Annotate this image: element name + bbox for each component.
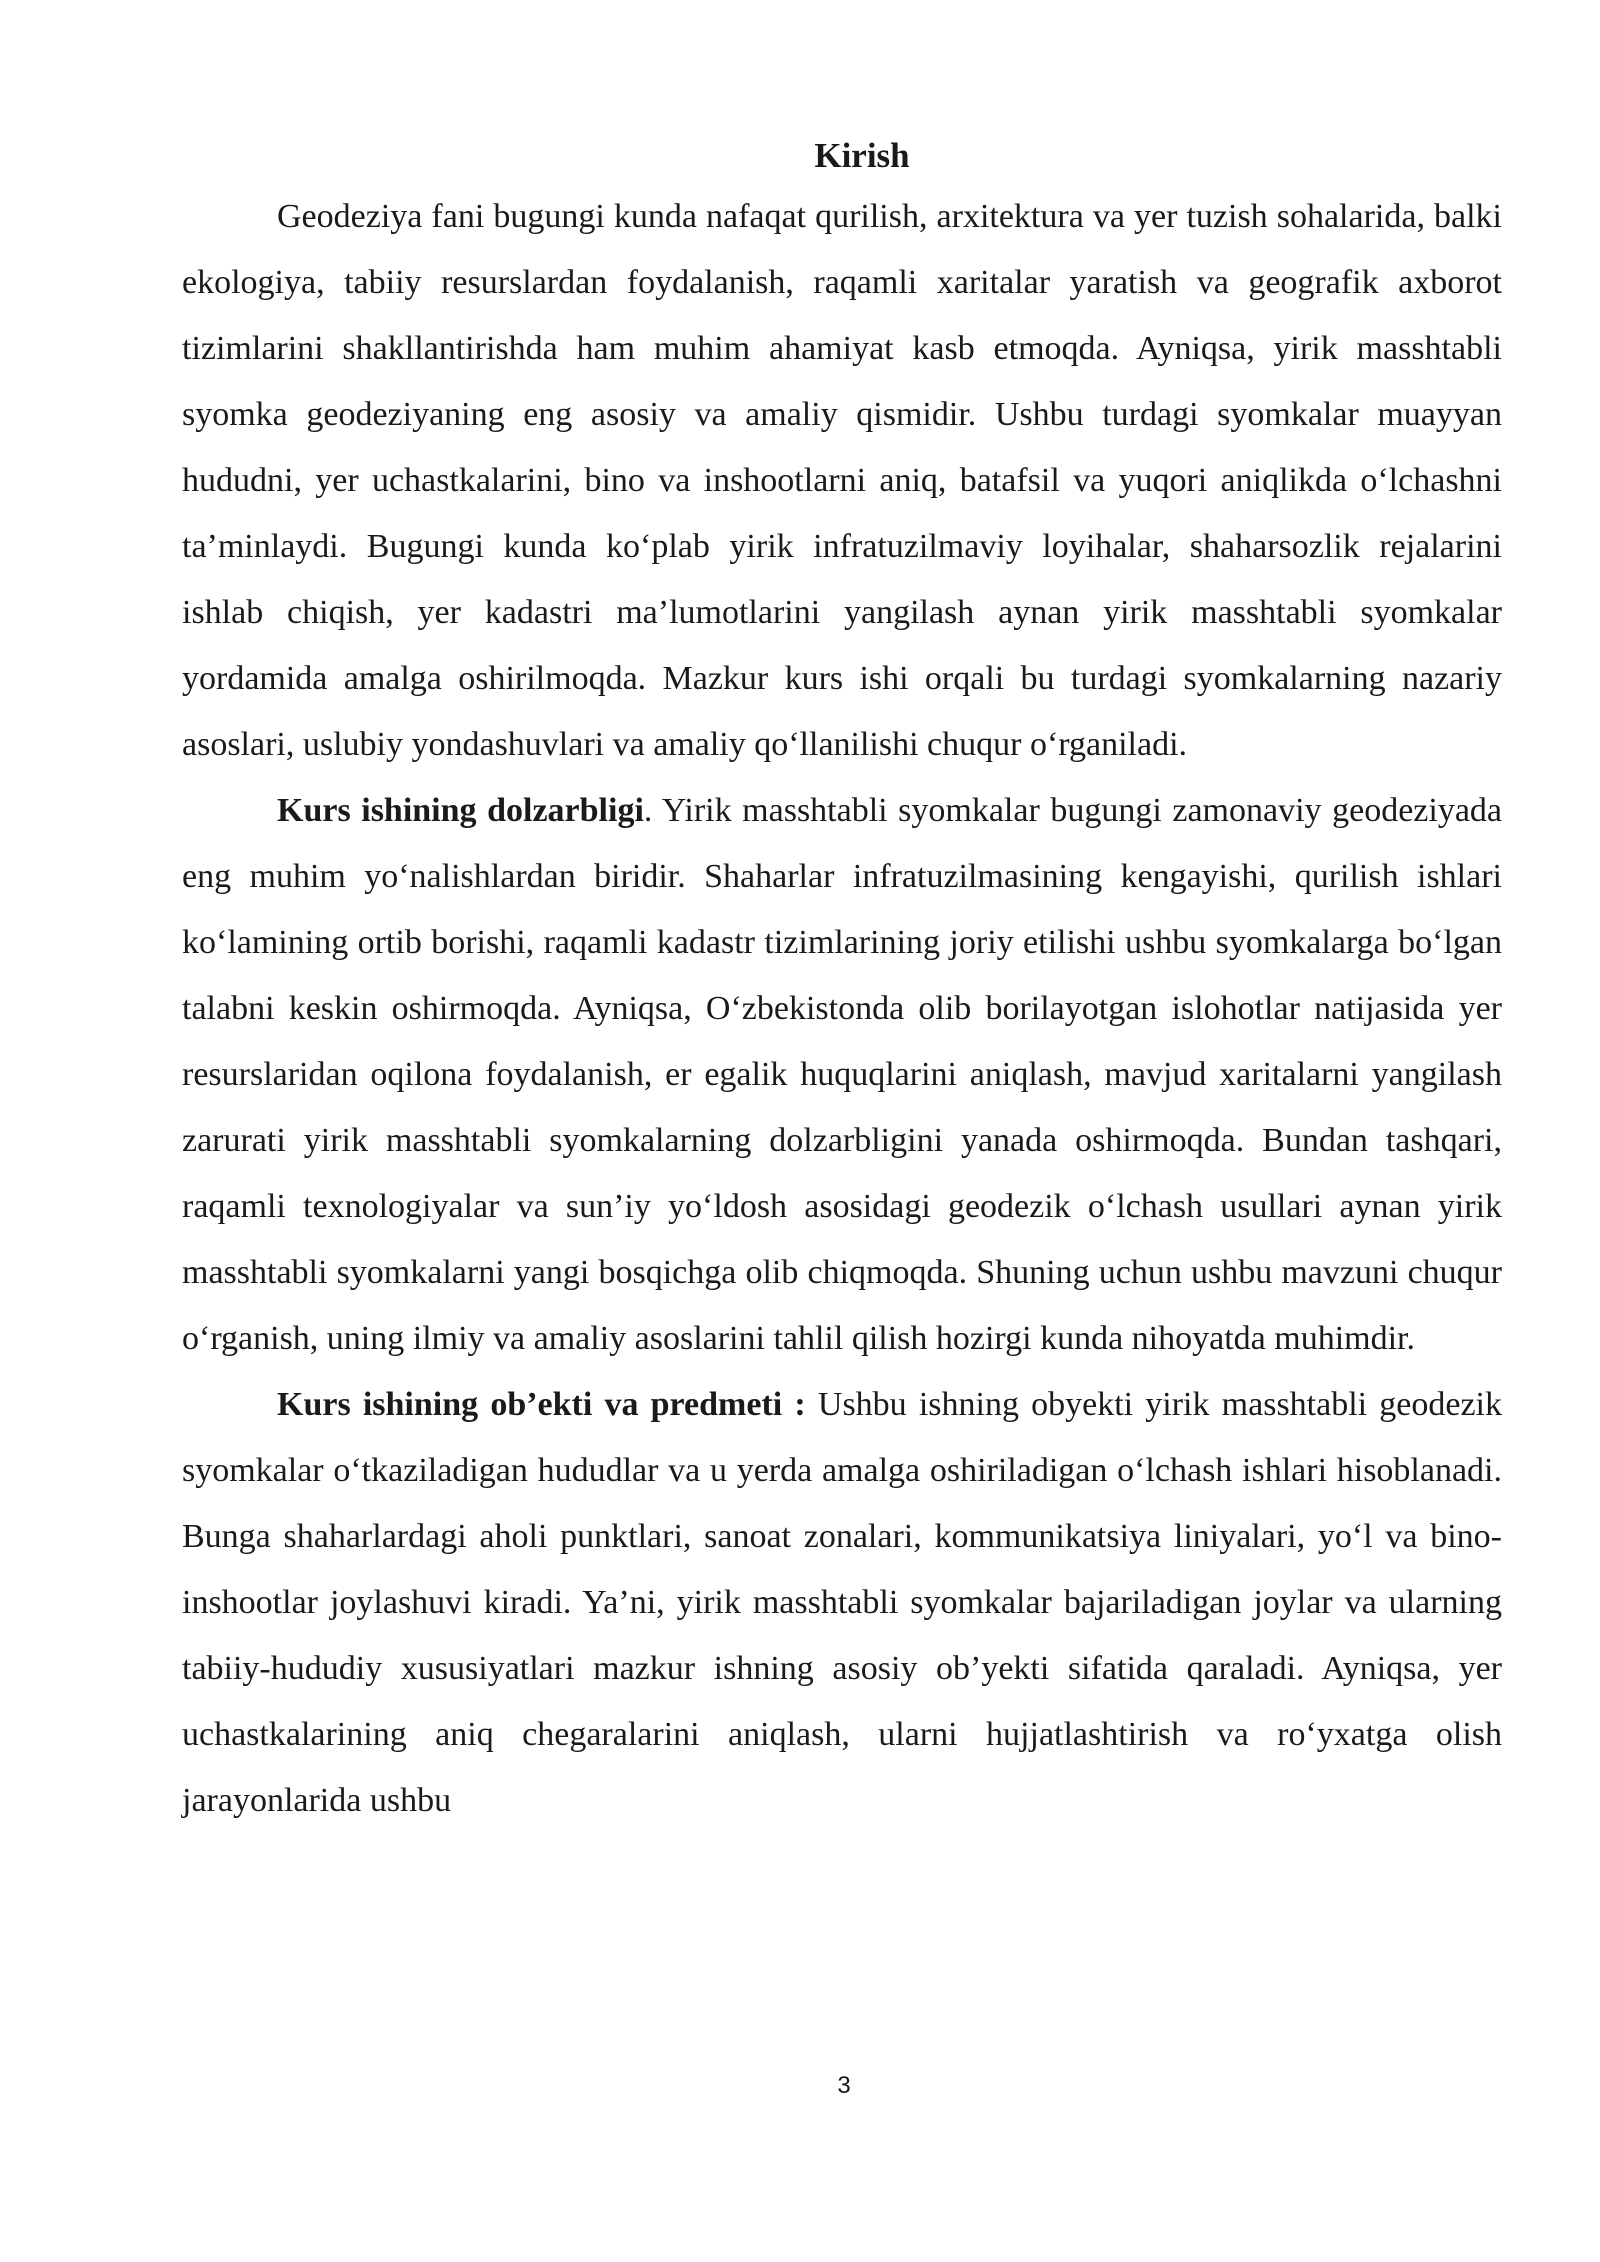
paragraph-text: Ushbu ishning obyekti yirik masshtabli geodezik syomkalar o‘tkaziladigan hududlar va u yerda amalga oshiriladigan o‘lchash ishlari hisoblanadi. Bunga shaharlardagi aholi punktlari, sanoat zonalari, kommunikatsiya liniyalari, yo‘l va bino-inshootlar joylashuvi kiradi. Ya’ni, yirik masshtabli syomkalar bajariladigan joylar va ularning tabiiy-hududiy xususiyatlari mazkur ishning asosiy ob’yekti sifatida qaraladi. Ayniqsa, yer uchastkalarining aniq chegaralarini aniqlash, ularni hujjatlashtirish va ro‘yxatga olish jarayonlarida ushbu xyxy=(182,1386,1502,1819)
paragraph-object-subject xyxy=(182,1372,1502,1834)
section-heading: Kirish xyxy=(814,136,910,175)
paragraph-lead: Kurs ishining dolzarbligi xyxy=(277,792,644,829)
paragraph-text: Geodeziya fani bugungi kunda nafaqat qurilish, arxitektura va yer tuzish sohalarida, balki ekologiya, tabiiy resurslardan foydalanish, raqamli xaritalar yaratish va geografik axborot tizimlarini shakllantirishda ham muhim ahamiyat kasb etmoqda. Ayniqsa, yirik masshtabli syomka geodeziyaning eng asosiy va amaliy qismidir. Ushbu turdagi syomkalar muayyan hududni, yer uchastkalarini, bino va inshootlarni aniq, batafsil va yuqori aniqlikda o‘lchashni ta’minlaydi. Bugungi kunda ko‘plab yirik infratuzilmaviy loyihalar, shaharsozlik rejalarini ishlab chiqish, yer kadastri ma’lumotlarini yangilash aynan yirik masshtabli syomkalar yordamida amalga oshirilmoqda. Mazkur kurs ishi orqali bu turdagi syomkalarning nazariy asoslari, uslubiy yondashuvlari va amaliy qo‘llanilishi chuqur o‘rganiladi. xyxy=(182,198,1502,763)
page-content xyxy=(182,128,1502,1834)
paragraph-lead: Kurs ishining ob’ekti va predmeti : xyxy=(277,1386,806,1423)
page-number: 3 xyxy=(837,2072,851,2099)
paragraph-introduction xyxy=(182,184,1502,778)
paragraph-text: . Yirik masshtabli syomkalar bugungi zamonaviy geodeziyada eng muhim yo‘nalishlardan biridir. Shaharlar infratuzilmasining kengayishi, qurilish ishlari ko‘lamining ortib borishi, raqamli kadastr tizimlarining joriy etilishi ushbu syomkalarga bo‘lgan talabni keskin oshirmoqda. Ayniqsa, O‘zbekistonda olib borilayotgan islohotlar natijasida yer resurslaridan oqilona foydalanish, er egalik huquqlarini aniqlash, mavjud xaritalarni yangilash zarurati yirik masshtabli syomkalarning dolzarbligini yanada oshirmoqda. Bundan tashqari, raqamli texnologiyalar va sun’iy yo‘ldosh asosidagi geodezik o‘lchash usullari aynan yirik masshtabli syomkalarni yangi bosqichga olib chiqmoqda. Shuning uchun ushbu mavzuni chuqur o‘rganish, uning ilmiy va amaliy asoslarini tahlil qilish hozirgi kunda nihoyatda muhimdir. xyxy=(182,792,1503,1357)
paragraph-relevance xyxy=(182,778,1502,1372)
